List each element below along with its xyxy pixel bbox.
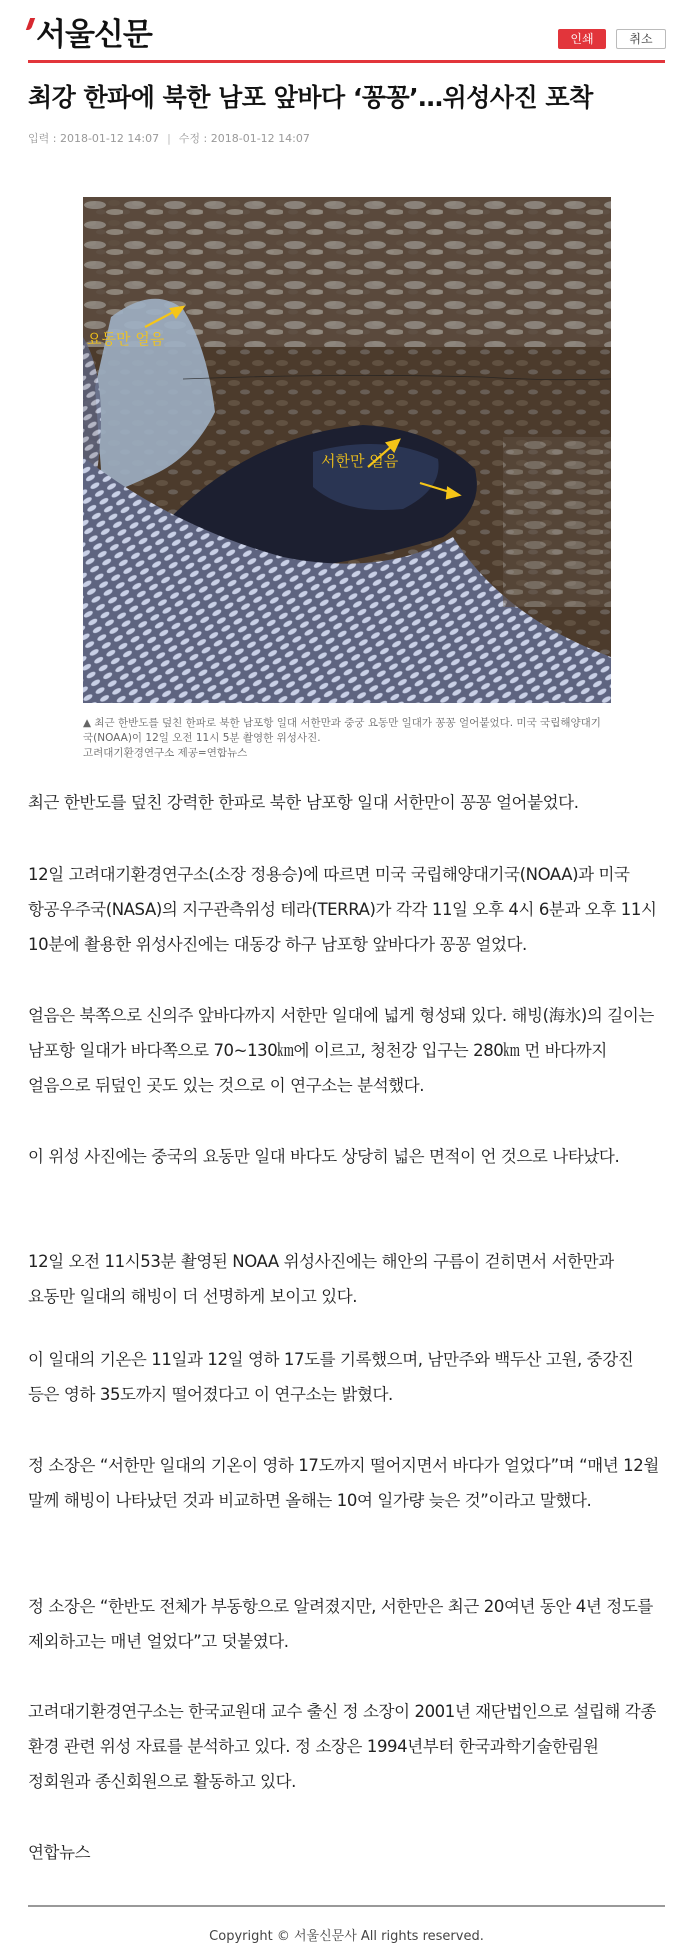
- paragraph-6: 이 일대의 기온은 11일과 12일 영하 17도를 기록했으며, 남만주와 백두산 고원, 중강진 등은 영하 35도까지 떨어졌다고 이 연구소는 밝혔다.: [28, 1350, 634, 1404]
- satellite-photo: [83, 197, 611, 703]
- label-west-korea-bay-ice: 서한만 얼음: [321, 452, 399, 470]
- news-source: 연합뉴스: [28, 1843, 91, 1862]
- caption-credit: 고려대기환경연구소 제공=연합뉴스: [83, 747, 248, 759]
- paragraph-2: 12일 고려대기환경연구소(소장 정용승)에 따르면 미국 국립해양대기국(NOAA)과 미국 항공우주국(NASA)의 지구관측위성 테라(TERRA)가 각각 11일 오후 4시 6분과 오후 11시 10분에 촬용한 위성사진에는 대동강 하구 남포항 앞바다가 꽁꽁 얼었다.: [28, 865, 657, 954]
- masthead: [28, 10, 665, 60]
- article-dateline: [28, 130, 310, 146]
- paragraph-9: 고려대기환경연구소는 한국교원대 교수 출신 정 소장이 2001년 재단법인으로 설립해 각종 환경 관련 위성 자료를 분석하고 있다. 정 소장은 1994년부터 한국과학기술한림원 정회원과 종신회원으로 활동하고 있다.: [28, 1702, 656, 1791]
- site-logo[interactable]: [28, 16, 152, 54]
- photo-caption: [83, 716, 611, 761]
- header-divider: [28, 60, 665, 63]
- satellite-image: [83, 197, 611, 703]
- paragraph-5: 12일 오전 11시53분 촬영된 NOAA 위성사진에는 해안의 구름이 걷히면서 서한만과 요동만 일대의 해빙이 더 선명하게 보이고 있다.: [28, 1252, 614, 1306]
- label-liaodong-ice: 요동만 얼음: [87, 330, 165, 348]
- caption-text: ▲ 최근 한반도를 덮친 한파로 북한 남포항 일대 서한만과 중궁 요동만 일대가 꽁꽁 얼어붙었다. 미국 국립해양대기국(NOAA)이 12일 오전 11시 5분 촬영한 위성사진.: [83, 717, 601, 744]
- paragraph-3: 얼음은 북쪽으로 신의주 앞바다까지 서한만 일대에 넓게 형성돼 있다. 해빙(海氷)의 길이는 남포항 일대가 바다쪽으로 70~130㎞에 이르고, 청천강 입구는 280㎞ 먼 바다까지 얼음으로 뒤덮인 곳도 있는 것으로 이 연구소는 분석했다.: [28, 1006, 654, 1095]
- logo-text: 서울신문: [36, 17, 152, 53]
- paragraph-4: 이 위성 사진에는 중국의 요동만 일대 바다도 상당히 넓은 면적이 언 것으로 나타났다.: [28, 1147, 620, 1166]
- article-headline: 최강 한파에 북한 남포 앞바다 ‘꽁꽁’…위성사진 포착: [28, 83, 593, 112]
- date-modified: 수정 : 2018-01-12 14:07: [178, 132, 310, 145]
- copyright-notice: Copyright © 서울신문사 All rights reserved.: [209, 1929, 484, 1944]
- footer-divider: [28, 1905, 665, 1907]
- logo-mark-icon: [26, 18, 35, 30]
- paragraph-8: 정 소장은 “한반도 전체가 부동항으로 알려졌지만, 서한만은 최근 20여년 동안 4년 정도를 제외하고는 매년 얼었다”고 덧붙였다.: [28, 1597, 653, 1651]
- paragraph-7: 정 소장은 “서한만 일대의 기온이 영하 17도까지 떨어지면서 바다가 얼었다”며 “매년 12월 말께 해빙이 나타났던 것과 비교하면 올해는 10여 일가량 늦은 것”이라고 말했다.: [28, 1456, 659, 1510]
- print-button[interactable]: 인쇄: [558, 29, 606, 49]
- date-input: 입력 : 2018-01-12 14:07: [28, 132, 160, 145]
- dateline-separator: |: [167, 132, 171, 145]
- paragraph-1: 최근 한반도를 덮친 강력한 한파로 북한 남포항 일대 서한만이 꽁꽁 얼어붙었다.: [28, 793, 579, 812]
- cancel-button[interactable]: 취소: [616, 29, 666, 49]
